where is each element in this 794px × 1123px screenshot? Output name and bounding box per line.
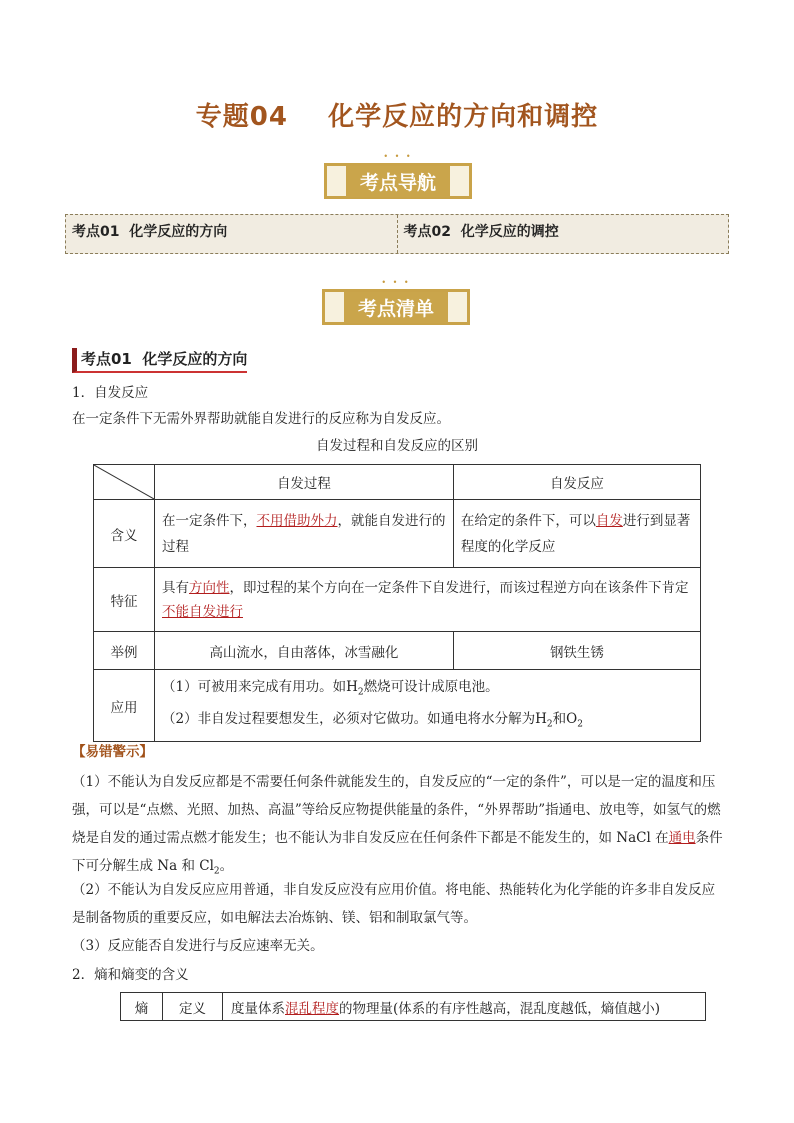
banner-dots-icon: • • •	[383, 152, 413, 161]
nav-item-2[interactable]: 考点02 化学反应的调控	[397, 215, 729, 253]
app1-text: （1）可被用来完成有用功。如H	[162, 679, 358, 695]
row-label-feature: 特征	[94, 568, 155, 632]
feature-keyword-1: 方向性	[189, 579, 230, 596]
warning-1-keyword: 通电	[668, 830, 696, 846]
banner-list	[322, 278, 470, 327]
warning-1	[72, 768, 724, 886]
app1-post: 燃烧可设计成原电池。	[363, 679, 499, 695]
warning-3: （3）反应能否自发进行与反应速率无关。	[72, 938, 324, 954]
entropy-def-post: 的物理量(体系的有序性越高，混乱度越低，熵值越小)	[339, 1000, 661, 1017]
app2-text: （2）非自发过程要想发生，必须对它做功。如通电将水分解为H	[162, 710, 547, 727]
meaning-reaction-keyword: 自发	[595, 512, 623, 529]
application-line-1	[162, 674, 693, 706]
warning-2: （2）不能认为自发反应应用普通，非自发反应没有应用价值。将电能、热能转化为化学能的许多非自发反应是制备物质的重要反应，如电解法去冶炼钠、镁、铝和制取氯气等。	[72, 882, 716, 926]
entropy-definition	[223, 993, 706, 1021]
banner-list-label: 考点清单	[344, 292, 448, 323]
app2-sub2: 2	[577, 719, 583, 730]
warning-1-mid: 条件下可分解生成 Na 和 Cl	[72, 830, 723, 874]
app2-mid: 和O	[552, 710, 578, 727]
entropy-definition-label: 定义	[163, 993, 223, 1021]
row-label-meaning: 含义	[94, 500, 155, 568]
entropy-table	[120, 992, 706, 1021]
nav-table	[65, 214, 729, 254]
meaning-process	[155, 500, 454, 568]
meaning-reaction-pre: 在给定的条件下，可以	[460, 512, 596, 529]
feature-keyword-2: 不能自发进行	[162, 603, 243, 620]
example-reaction: 钢铁生锈	[453, 632, 700, 670]
meaning-reaction-post: 进行到显著程度的化学反应	[460, 512, 691, 555]
header-process: 自发过程	[155, 465, 454, 500]
table-corner	[94, 465, 155, 500]
entropy-keyword: 混乱程度	[285, 1000, 339, 1017]
warning-title: 【易错警示】	[72, 744, 153, 760]
row-label-application: 应用	[94, 670, 155, 742]
application-cell	[155, 670, 701, 742]
application-line-2	[162, 706, 693, 738]
table-caption: 自发过程和自发反应的区别	[316, 438, 478, 454]
warning-1-end: 。	[219, 858, 234, 874]
banner-navigation	[324, 152, 472, 201]
feature-cell	[155, 568, 701, 632]
meaning-process-post: ，就能自发进行的过程	[162, 512, 446, 555]
page-title: 专题04 化学反应的方向和调控	[195, 102, 599, 132]
meaning-process-pre: 在一定条件下，	[162, 512, 257, 529]
entropy-def-pre: 度量体系	[231, 1000, 285, 1017]
app2-sub1: 2	[546, 719, 553, 730]
meaning-reaction	[453, 500, 700, 568]
meaning-process-keyword: 不用借助外力	[256, 512, 338, 529]
diagonal-line-icon	[94, 465, 154, 499]
section-heading: 考点01 化学反应的方向	[72, 348, 247, 373]
nav-item-1[interactable]: 考点01 化学反应的方向	[72, 224, 228, 240]
warning-1-text: （1）不能认为自发反应都是不需要任何条件就能发生的，自发反应的“一定的条件”，可以是一定的温度和压强，可以是“点燃、光照、加热、高温”等给反应物提供能量的条件，“外界帮助”指通电、放电等，如氢气的燃烧是自发的通过需点燃才能发生；也不能认为非自发反应在任何条件下都是不能发生的，如 NaCl 在	[72, 774, 721, 846]
item1-heading: 1．自发反应	[72, 385, 149, 401]
feature-mid: ，即过程的某个方向在一定条件下自发进行，而该过程逆方向在该条件下肯定	[229, 579, 689, 596]
banner-dots-icon: • • •	[381, 278, 411, 287]
banner-navigation-label: 考点导航	[346, 166, 450, 197]
warning-1-sub: 2	[213, 866, 220, 877]
comparison-table	[93, 464, 701, 742]
row-label-example: 举例	[94, 632, 155, 670]
example-process: 高山流水，自由落体，冰雪融化	[155, 632, 454, 670]
header-reaction: 自发反应	[453, 465, 700, 500]
app1-sub: 2	[357, 687, 364, 698]
entropy-symbol: 熵	[121, 993, 163, 1021]
item1-definition: 在一定条件下无需外界帮助就能自发进行的反应称为自发反应。	[72, 411, 450, 427]
feature-pre: 具有	[162, 579, 189, 596]
item2-heading: 2．熵和熵变的含义	[72, 967, 189, 983]
